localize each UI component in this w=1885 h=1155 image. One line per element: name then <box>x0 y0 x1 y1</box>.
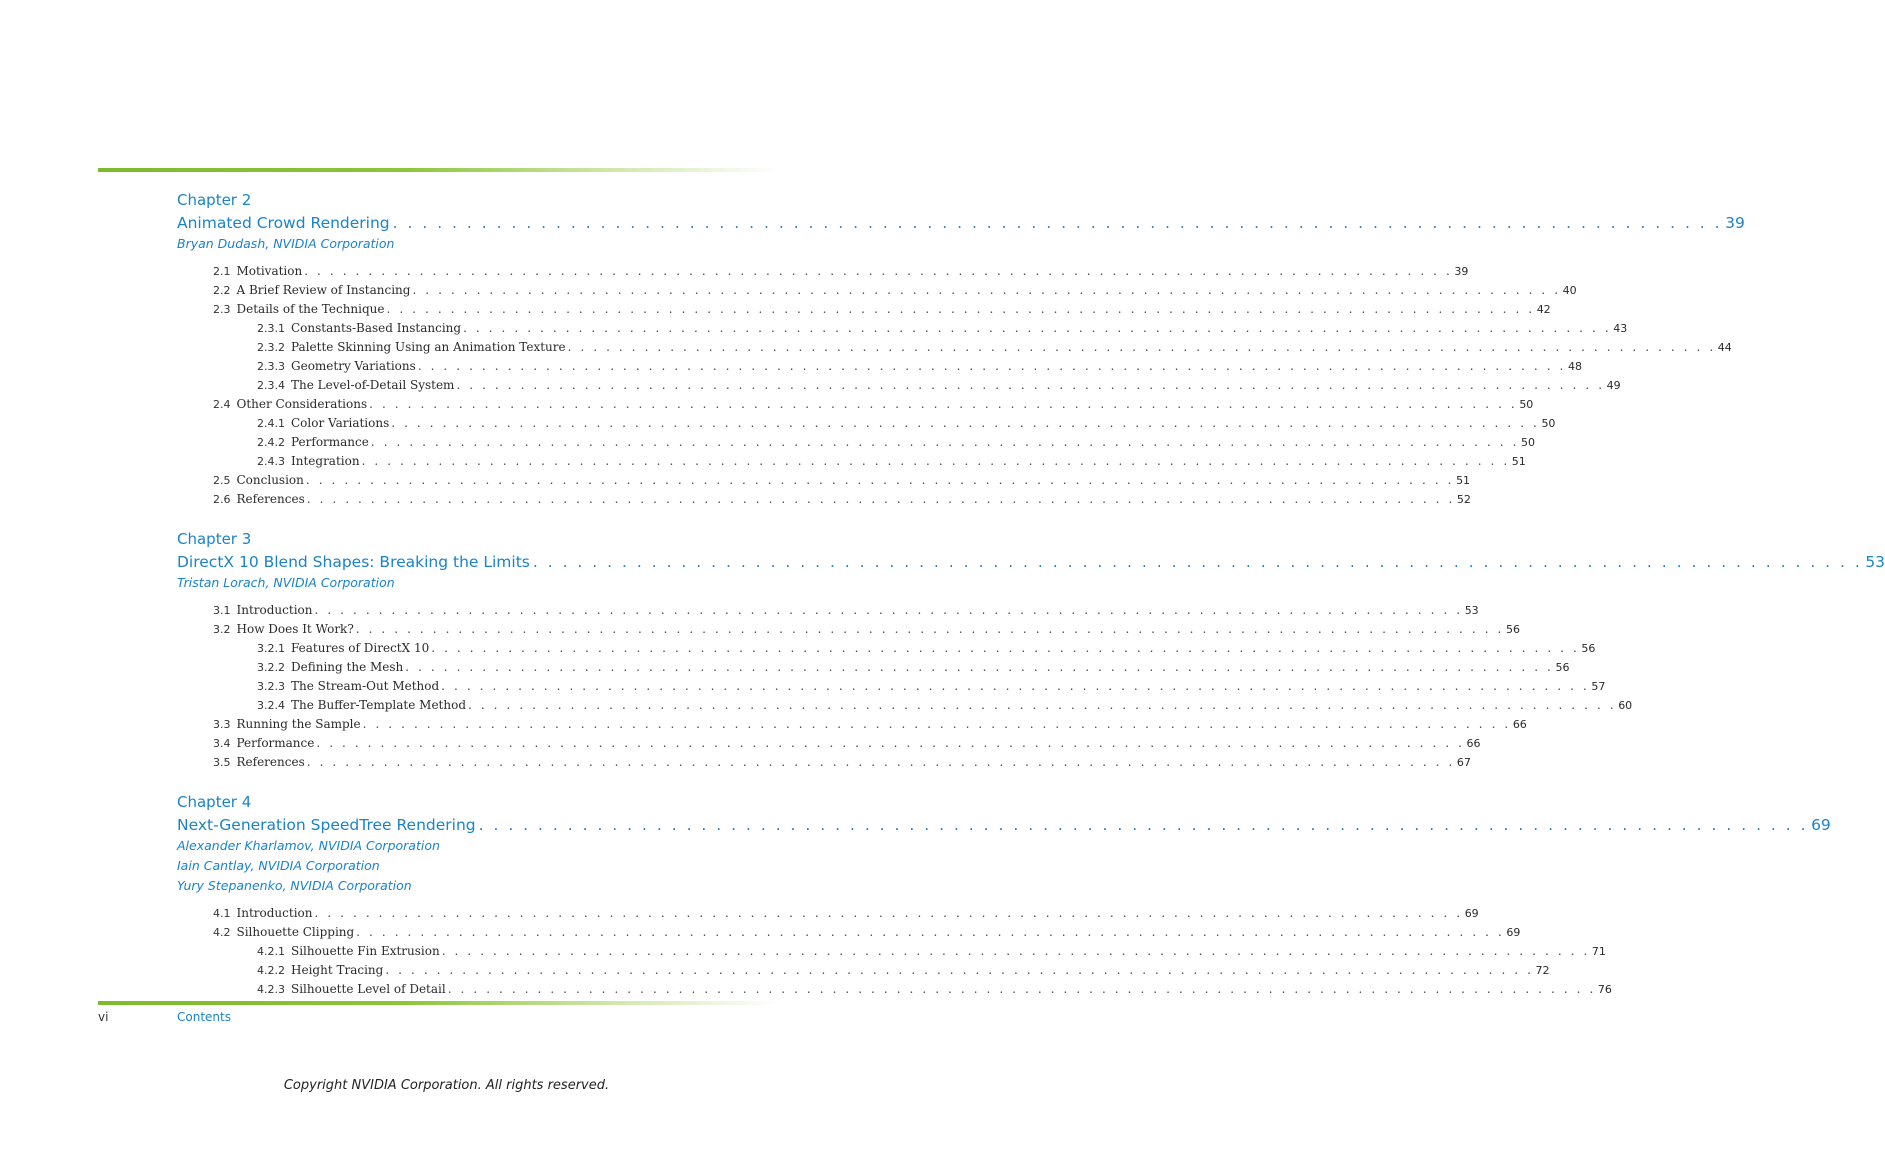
section-list <box>177 262 1732 509</box>
section-number: 4.2.2 <box>257 964 285 977</box>
section-number: 2.5 <box>213 474 231 487</box>
section-title: How Does It Work? <box>236 622 354 636</box>
section-title: References <box>236 492 305 506</box>
section-number: 2.3.2 <box>257 341 285 354</box>
section-title: Performance <box>236 736 315 750</box>
dot-leader: . . . . . . . . . . . . . . . . . . . . . . . . . . . . . . . . . . . . . . . . . . . . . . . . . . . . . . . . . . . . . . . . . . . . . . . . . . . . . . . . . . . . . . . . . . <box>306 492 1455 506</box>
section-page-number: 43 <box>1613 322 1628 335</box>
section-title: Motivation <box>236 264 303 278</box>
dot-leader: . . . . . . . . . . . . . . . . . . . . . . . . . . . . . . . . . . . . . . . . . . . . . . . . . . . . . . . . . . . . . . . . . . . . . . . . . . . . . . . . . . . . . . . . . . <box>316 736 1465 750</box>
section-number: 3.3 <box>213 718 231 731</box>
section-number: 2.3 <box>213 303 231 316</box>
toc-subentry[interactable] <box>177 639 1596 658</box>
toc-entry[interactable] <box>177 753 1471 772</box>
dot-leader: . . . . . . . . . . . . . . . . . . . . . . . . . . . . . . . . . . . . . . . . . . . . . . . . . . . . . . . . . . . . . . . . . . . . . . . . . . . . . . . . . . . . . . . . . . <box>314 906 1463 920</box>
section-page-number: 66 <box>1466 737 1481 750</box>
top-rule <box>98 168 778 172</box>
toc-entry[interactable] <box>177 734 1481 753</box>
chapter-section <box>177 792 1831 999</box>
section-page-number: 52 <box>1456 493 1471 506</box>
section-page-number: 44 <box>1717 341 1732 354</box>
section-title: References <box>236 755 305 769</box>
chapter-label: Chapter 2 <box>177 191 252 209</box>
section-title: Performance <box>291 435 369 449</box>
section-title: Height Tracing <box>291 963 384 977</box>
section-title: Silhouette Fin Extrusion <box>291 944 440 958</box>
chapter-title-link[interactable] <box>177 814 1831 836</box>
toc-subentry[interactable] <box>177 319 1628 338</box>
section-page-number: 50 <box>1541 417 1556 430</box>
section-page-number: 69 <box>1506 926 1521 939</box>
toc-entry[interactable] <box>177 300 1551 319</box>
chapter-label: Chapter 4 <box>177 793 252 811</box>
section-page-number: 56 <box>1555 661 1570 674</box>
toc-subentry[interactable] <box>177 658 1570 677</box>
section-page-number: 51 <box>1456 474 1471 487</box>
chapter-author: Bryan Dudash, NVIDIA Corporation <box>177 236 395 251</box>
chapter-title: Next-Generation SpeedTree Rendering <box>177 816 476 834</box>
section-number: 2.4.2 <box>257 436 285 449</box>
section-list <box>177 904 1612 999</box>
dot-leader: . . . . . . . . . . . . . . . . . . . . . . . . . . . . . . . . . . . . . . . . . . . . . . . . . . . . . . . . . . . . . . . . . . . . . . . . . . . . . . . . . . . . . . . . . . <box>369 397 1518 411</box>
dot-leader: . . . . . . . . . . . . . . . . . . . . . . . . . . . . . . . . . . . . . . . . . . . . . . . . . . . . . . . . . . . . . . . . . . . . . . . . . . . . . . . . . . . . . . . . . . <box>306 755 1455 769</box>
section-title: Other Considerations <box>236 397 368 411</box>
toc-entry[interactable] <box>177 281 1577 300</box>
section-page-number: 50 <box>1521 436 1536 449</box>
dot-leader: . . . . . . . . . . . . . . . . . . . . . . . . . . . . . . . . . . . . . . . . . . . . . . . . . . . . . . . . . . . . . . . . . . . . . . . . . . . . . . . . . . . . . . . . . . <box>392 214 1723 232</box>
chapter-label: Chapter 3 <box>177 530 252 548</box>
dot-leader: . . . . . . . . . . . . . . . . . . . . . . . . . . . . . . . . . . . . . . . . . . . . . . . . . . . . . . . . . . . . . . . . . . . . . . . . . . . . . . . . . . . . . . . . . . <box>355 622 1504 636</box>
dot-leader: . . . . . . . . . . . . . . . . . . . . . . . . . . . . . . . . . . . . . . . . . . . . . . . . . . . . . . . . . . . . . . . . . . . . . . . . . . . . . . . . . . . . . . . . . . <box>532 553 1863 571</box>
section-title: Defining the Mesh <box>291 660 404 674</box>
toc-subentry[interactable] <box>177 414 1556 433</box>
toc-entry[interactable] <box>177 601 1479 620</box>
section-number: 2.4.3 <box>257 455 285 468</box>
section-title: Integration <box>291 454 360 468</box>
section-page-number: 76 <box>1597 983 1612 996</box>
dot-leader: . . . . . . . . . . . . . . . . . . . . . . . . . . . . . . . . . . . . . . . . . . . . . . . . . . . . . . . . . . . . . . . . . . . . . . . . . . . . . . . . . . . . . . . . . . <box>447 982 1596 996</box>
toc-entry[interactable] <box>177 904 1479 923</box>
chapter-author: Alexander Kharlamov, NVIDIA Corporation <box>177 838 440 853</box>
section-title: Running the Sample <box>236 717 361 731</box>
chapter-section <box>177 190 1745 509</box>
section-page-number: 60 <box>1618 699 1633 712</box>
copyright-notice: Copyright NVIDIA Corporation. All rights reserved. <box>283 1078 610 1093</box>
chapter-title-link[interactable] <box>177 212 1745 234</box>
toc-subentry[interactable] <box>177 696 1633 715</box>
section-page-number: 40 <box>1562 284 1577 297</box>
dot-leader: . . . . . . . . . . . . . . . . . . . . . . . . . . . . . . . . . . . . . . . . . . . . . . . . . . . . . . . . . . . . . . . . . . . . . . . . . . . . . . . . . . . . . . . . . . <box>431 641 1580 655</box>
section-page-number: 53 <box>1464 604 1479 617</box>
section-title: Palette Skinning Using an Animation Texture <box>291 340 566 354</box>
dot-leader: . . . . . . . . . . . . . . . . . . . . . . . . . . . . . . . . . . . . . . . . . . . . . . . . . . . . . . . . . . . . . . . . . . . . . . . . . . . . . . . . . . . . . . . . . . <box>441 679 1590 693</box>
dot-leader: . . . . . . . . . . . . . . . . . . . . . . . . . . . . . . . . . . . . . . . . . . . . . . . . . . . . . . . . . . . . . . . . . . . . . . . . . . . . . . . . . . . . . . . . . . <box>456 378 1605 392</box>
chapter-title: Animated Crowd Rendering <box>177 214 390 232</box>
chapter-page-number: 39 <box>1725 214 1745 232</box>
section-page-number: 42 <box>1536 303 1551 316</box>
dot-leader: . . . . . . . . . . . . . . . . . . . . . . . . . . . . . . . . . . . . . . . . . . . . . . . . . . . . . . . . . . . . . . . . . . . . . . . . . . . . . . . . . . . . . . . . . . <box>356 925 1505 939</box>
chapter-title: DirectX 10 Blend Shapes: Breaking the Limits <box>177 553 530 571</box>
toc-entry[interactable] <box>177 620 1520 639</box>
dot-leader: . . . . . . . . . . . . . . . . . . . . . . . . . . . . . . . . . . . . . . . . . . . . . . . . . . . . . . . . . . . . . . . . . . . . . . . . . . . . . . . . . . . . . . . . . . <box>463 321 1612 335</box>
section-title: Introduction <box>236 906 313 920</box>
chapter-title-link[interactable] <box>177 551 1885 573</box>
section-page-number: 39 <box>1454 265 1469 278</box>
section-title: Constants-Based Instancing <box>291 321 462 335</box>
dot-leader: . . . . . . . . . . . . . . . . . . . . . . . . . . . . . . . . . . . . . . . . . . . . . . . . . . . . . . . . . . . . . . . . . . . . . . . . . . . . . . . . . . . . . . . . . . <box>385 963 1534 977</box>
section-title: Silhouette Clipping <box>236 925 355 939</box>
dot-leader: . . . . . . . . . . . . . . . . . . . . . . . . . . . . . . . . . . . . . . . . . . . . . . . . . . . . . . . . . . . . . . . . . . . . . . . . . . . . . . . . . . . . . . . . . . <box>478 816 1809 834</box>
chapter-author: Iain Cantlay, NVIDIA Corporation <box>177 858 380 873</box>
section-page-number: 49 <box>1606 379 1621 392</box>
footer-section-title: Contents <box>177 1010 231 1024</box>
toc-subentry[interactable] <box>177 677 1606 696</box>
section-number: 3.4 <box>213 737 231 750</box>
section-title: A Brief Review of Instancing <box>236 283 411 297</box>
section-page-number: 56 <box>1505 623 1520 636</box>
section-page-number: 72 <box>1535 964 1550 977</box>
chapter-page-number: 53 <box>1865 553 1885 571</box>
chapter-page-number: 69 <box>1811 816 1831 834</box>
toc-entry[interactable] <box>177 923 1521 942</box>
section-title: The Stream-Out Method <box>291 679 440 693</box>
dot-leader: . . . . . . . . . . . . . . . . . . . . . . . . . . . . . . . . . . . . . . . . . . . . . . . . . . . . . . . . . . . . . . . . . . . . . . . . . . . . . . . . . . . . . . . . . . <box>314 603 1463 617</box>
toc-entry[interactable] <box>177 395 1534 414</box>
toc-subentry[interactable] <box>177 452 1526 471</box>
dot-leader: . . . . . . . . . . . . . . . . . . . . . . . . . . . . . . . . . . . . . . . . . . . . . . . . . . . . . . . . . . . . . . . . . . . . . . . . . . . . . . . . . . . . . . . . . . <box>391 416 1540 430</box>
dot-leader: . . . . . . . . . . . . . . . . . . . . . . . . . . . . . . . . . . . . . . . . . . . . . . . . . . . . . . . . . . . . . . . . . . . . . . . . . . . . . . . . . . . . . . . . . . <box>468 698 1617 712</box>
section-title: Geometry Variations <box>291 359 416 373</box>
footer-page-number: vi <box>98 1010 109 1024</box>
section-number: 4.1 <box>213 907 231 920</box>
toc-entry[interactable] <box>177 471 1471 490</box>
section-title: Conclusion <box>236 473 304 487</box>
toc-subentry[interactable] <box>177 338 1732 357</box>
dot-leader: . . . . . . . . . . . . . . . . . . . . . . . . . . . . . . . . . . . . . . . . . . . . . . . . . . . . . . . . . . . . . . . . . . . . . . . . . . . . . . . . . . . . . . . . . . <box>305 473 1455 487</box>
section-page-number: 48 <box>1567 360 1582 373</box>
section-number: 4.2.1 <box>257 945 285 958</box>
section-page-number: 56 <box>1581 642 1596 655</box>
toc-entry[interactable] <box>177 490 1471 509</box>
section-number: 3.2.3 <box>257 680 285 693</box>
section-number: 3.1 <box>213 604 231 617</box>
section-page-number: 69 <box>1464 907 1479 920</box>
section-number: 2.6 <box>213 493 231 506</box>
section-page-number: 71 <box>1591 945 1606 958</box>
section-page-number: 57 <box>1591 680 1606 693</box>
dot-leader: . . . . . . . . . . . . . . . . . . . . . . . . . . . . . . . . . . . . . . . . . . . . . . . . . . . . . . . . . . . . . . . . . . . . . . . . . . . . . . . . . . . . . . . . . . <box>417 359 1566 373</box>
section-title: Features of DirectX 10 <box>291 641 430 655</box>
section-number: 2.4 <box>213 398 231 411</box>
chapter-author: Tristan Lorach, NVIDIA Corporation <box>177 575 395 590</box>
dot-leader: . . . . . . . . . . . . . . . . . . . . . . . . . . . . . . . . . . . . . . . . . . . . . . . . . . . . . . . . . . . . . . . . . . . . . . . . . . . . . . . . . . . . . . . . . . <box>362 717 1511 731</box>
section-number: 3.2.2 <box>257 661 285 674</box>
toc-subentry[interactable] <box>177 357 1582 376</box>
section-number: 3.2 <box>213 623 231 636</box>
section-title: Introduction <box>236 603 313 617</box>
section-list <box>177 601 1633 772</box>
chapter-section <box>177 529 1885 772</box>
section-number: 3.2.4 <box>257 699 285 712</box>
section-title: Silhouette Level of Detail <box>291 982 446 996</box>
toc-subentry[interactable] <box>177 942 1606 961</box>
section-number: 2.3.1 <box>257 322 285 335</box>
section-number: 2.3.3 <box>257 360 285 373</box>
section-title: Color Variations <box>291 416 390 430</box>
toc-entry[interactable] <box>177 262 1469 281</box>
chapter-author: Yury Stepanenko, NVIDIA Corporation <box>177 878 412 893</box>
section-number: 4.2 <box>213 926 231 939</box>
dot-leader: . . . . . . . . . . . . . . . . . . . . . . . . . . . . . . . . . . . . . . . . . . . . . . . . . . . . . . . . . . . . . . . . . . . . . . . . . . . . . . . . . . . . . . . . . . <box>441 944 1590 958</box>
dot-leader: . . . . . . . . . . . . . . . . . . . . . . . . . . . . . . . . . . . . . . . . . . . . . . . . . . . . . . . . . . . . . . . . . . . . . . . . . . . . . . . . . . . . . . . . . . <box>405 660 1554 674</box>
toc-subentry[interactable] <box>177 433 1536 452</box>
bottom-rule <box>98 1001 778 1005</box>
section-page-number: 67 <box>1456 756 1471 769</box>
dot-leader: . . . . . . . . . . . . . . . . . . . . . . . . . . . . . . . . . . . . . . . . . . . . . . . . . . . . . . . . . . . . . . . . . . . . . . . . . . . . . . . . . . . . . . . . . . <box>304 264 1453 278</box>
section-title: The Level-of-Detail System <box>291 378 455 392</box>
toc-subentry[interactable] <box>177 376 1621 395</box>
dot-leader: . . . . . . . . . . . . . . . . . . . . . . . . . . . . . . . . . . . . . . . . . . . . . . . . . . . . . . . . . . . . . . . . . . . . . . . . . . . . . . . . . . . . . . . . . . <box>386 302 1535 316</box>
toc-subentry[interactable] <box>177 961 1550 980</box>
section-number: 2.3.4 <box>257 379 285 392</box>
toc-entry[interactable] <box>177 715 1527 734</box>
section-number: 2.4.1 <box>257 417 285 430</box>
dot-leader: . . . . . . . . . . . . . . . . . . . . . . . . . . . . . . . . . . . . . . . . . . . . . . . . . . . . . . . . . . . . . . . . . . . . . . . . . . . . . . . . . . . . . . . . . . <box>412 283 1561 297</box>
section-number: 3.5 <box>213 756 231 769</box>
section-number: 2.1 <box>213 265 231 278</box>
section-number: 3.2.1 <box>257 642 285 655</box>
section-page-number: 51 <box>1511 455 1526 468</box>
section-page-number: 50 <box>1519 398 1534 411</box>
section-title: Details of the Technique <box>236 302 385 316</box>
dot-leader: . . . . . . . . . . . . . . . . . . . . . . . . . . . . . . . . . . . . . . . . . . . . . . . . . . . . . . . . . . . . . . . . . . . . . . . . . . . . . . . . . . . . . . . . . . <box>370 435 1520 449</box>
section-page-number: 66 <box>1512 718 1527 731</box>
section-number: 4.2.3 <box>257 983 285 996</box>
section-number: 2.2 <box>213 284 231 297</box>
dot-leader: . . . . . . . . . . . . . . . . . . . . . . . . . . . . . . . . . . . . . . . . . . . . . . . . . . . . . . . . . . . . . . . . . . . . . . . . . . . . . . . . . . . . . . . . . . <box>567 340 1716 354</box>
dot-leader: . . . . . . . . . . . . . . . . . . . . . . . . . . . . . . . . . . . . . . . . . . . . . . . . . . . . . . . . . . . . . . . . . . . . . . . . . . . . . . . . . . . . . . . . . . <box>361 454 1510 468</box>
toc-subentry[interactable] <box>177 980 1612 999</box>
section-title: The Buffer-Template Method <box>291 698 466 712</box>
toc-content <box>177 190 1885 1019</box>
